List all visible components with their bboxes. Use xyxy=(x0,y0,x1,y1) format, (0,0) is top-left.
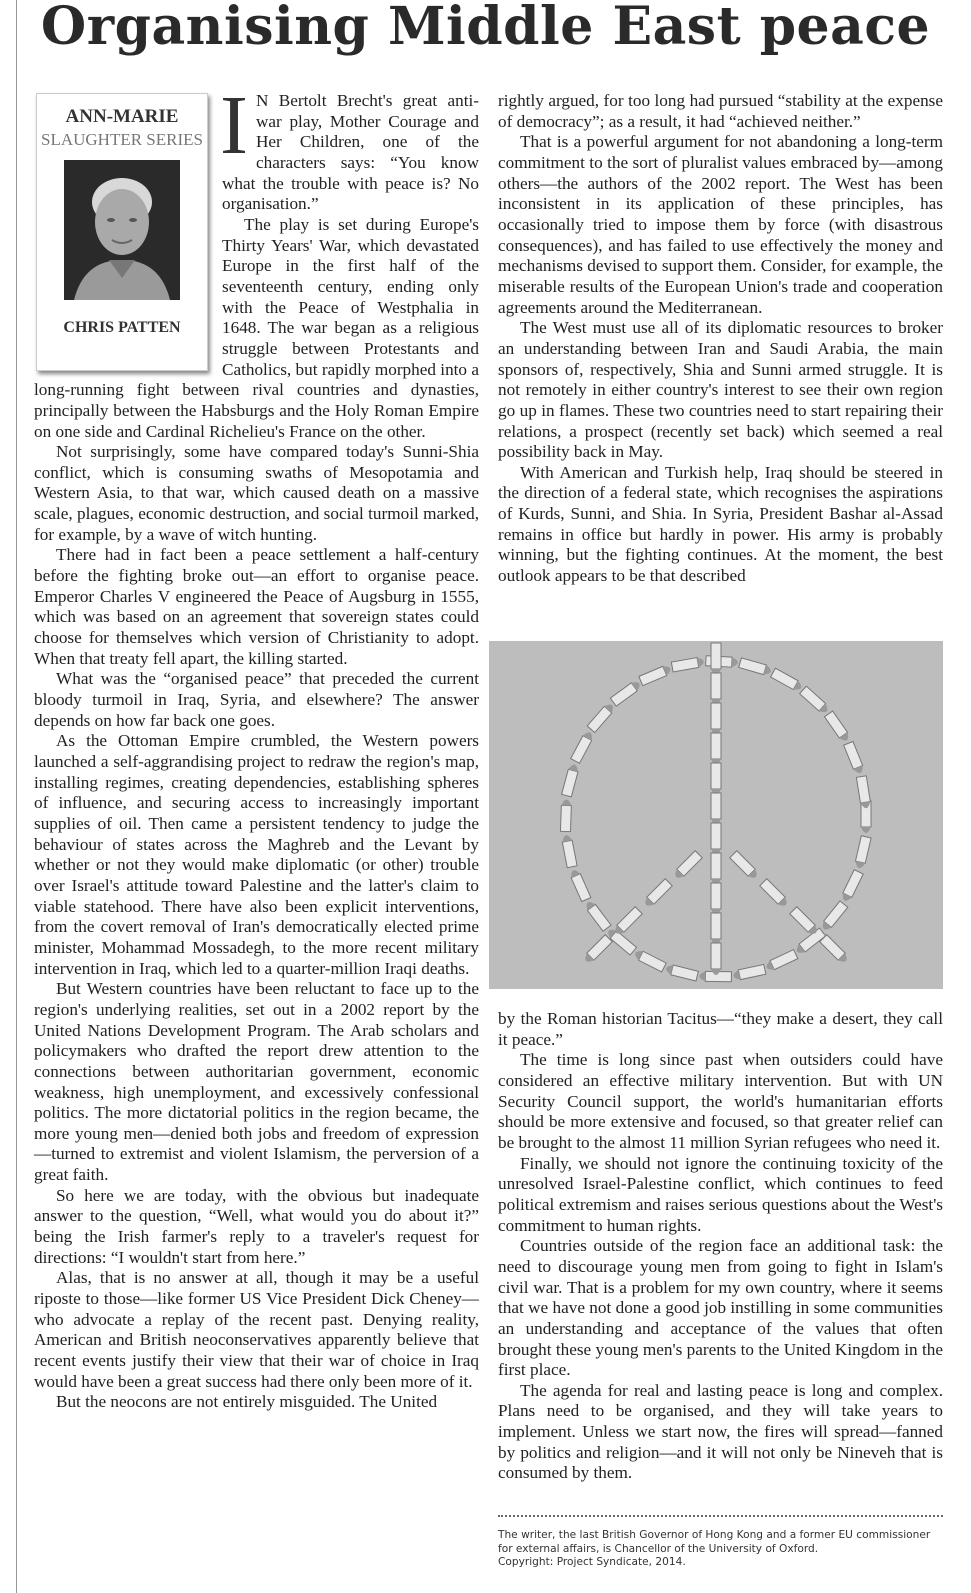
paragraph: With American and Turkish help, Iraq should be steered in the direction of a federal state, which recognises the aspirations of Kurds, Sunni, and Shia. In Syria, President Bashar al-Assad remains in office but hardly in power. His army is probably winning, but the fighting continues. At the moment, the best outlook appears to be that described xyxy=(498,462,943,586)
bullet-shape xyxy=(760,879,790,909)
bullet-shape xyxy=(711,673,721,705)
bullet-shape xyxy=(739,658,773,676)
bullet-shape xyxy=(711,763,721,795)
paragraph: Finally, we should not ignore the continuing toxicity of the unresolved Israel-Palestine conflict, which continues to feed political extremism and raises serious questions about the West's commitment to human rights. xyxy=(498,1153,943,1235)
author-photo xyxy=(64,160,180,300)
series-name: ANN-MARIE xyxy=(65,106,179,127)
paragraph: As the Ottoman Empire crumbled, the Western powers launched a self-aggrandising project to redraw the region's map, installing regimes, creating dependencies, establishing spheres of influence, and securing access to increasingly important supplies of oil. Then came a persistent tendency to judge the behaviour of states across the Maghreb and the Levant by whether or not they would make diplomatic (or other) trouble over Israel's attitude toward Palestine and the latter's claim to viable statehood. There have also been explicit interventions, from the covert removal of Iran's democratically elected prime minister, Mohammad Mossadegh, to the more recent military intervention in Iraq, which led to a quarter-million Iraqi deaths. xyxy=(34,731,479,978)
bullet-shape xyxy=(732,964,765,980)
paragraph: Alas, that is no answer at all, though it may be a useful riposte to those—like former US Vice President Dick Cheney—who advocate a replay of the recent past. Denying reality, American and British neoconservatives apparently believe that recent events justify their view that their war of choice in Iraq would have been a great success had there only been more of it. xyxy=(34,1268,479,1391)
bullet-shape xyxy=(711,913,721,945)
bullet-shape xyxy=(711,793,721,825)
bullet-shape xyxy=(639,664,672,686)
paragraph: The West must use all of its diplomatic resources to broker an understanding between Iran and Saudi Arabia, the main sponsors of, respectively, Shia and Sunni armed struggle. It is not remotely in either country's interest to see their own region go up in flames. These two countries need to start repairing their relations, a prospect (recently set back) which seemed a real possibility back in May. xyxy=(498,318,943,462)
right-column-bottom xyxy=(498,1009,943,1484)
bullet-shape xyxy=(562,763,580,796)
bullet-shape xyxy=(633,949,666,972)
bullet-shape xyxy=(711,643,721,675)
paragraph: N Bertolt Brecht's great anti-war play, Mother Courage and Her Children, one of the characters says: “You know what the trouble with peace is? No organisation.” xyxy=(222,91,479,214)
paragraph: But the neocons are not entirely misguided. The United xyxy=(56,1392,438,1412)
bullet-shape xyxy=(671,657,704,672)
divider xyxy=(498,1515,943,1517)
bullet-shape xyxy=(711,733,721,765)
paragraph: by the Roman historian Tacitus—“they make a desert, they call it peace.” xyxy=(498,1009,943,1049)
bullet-shape xyxy=(840,870,863,903)
paragraph: Not surprisingly, some have compared today's Sunni-Shia conflict, which is consuming swaths of Mesopotamia and Western Asia, to that war, which caused death on a massive scale, plagues, economic destruction, and social turmoil marked, for example, by a wave of witch hunting. xyxy=(34,442,479,544)
drop-cap: I xyxy=(220,79,248,172)
bullet-shape xyxy=(820,935,850,965)
bullet-shape xyxy=(820,901,848,932)
bullet-shape xyxy=(711,823,721,855)
bullet-shape xyxy=(569,868,591,901)
bullet-shape xyxy=(771,668,804,692)
paragraph: Countries outside of the region face an additional task: the need to discourage young men from going to fight in Islam's civil war. That is a problem for my own country, where it seems that we have not done a good job instilling in some communities an understanding and acceptance of the values that often brought these young men's parents to the United Kingdom in the first place. xyxy=(498,1236,943,1380)
bullet-shape xyxy=(561,834,577,867)
bullet-shape xyxy=(613,907,643,937)
bullet-shape xyxy=(706,656,738,668)
bullet-shape xyxy=(824,711,851,743)
footer-note: The writer, the last British Governor of Hong Kong and a former EU commissioner for external affairs, is Chancellor of the University of Oxford. xyxy=(498,1529,931,1555)
bullet-shape xyxy=(665,964,698,981)
bullet-shape xyxy=(730,851,760,881)
paragraph: So here we are today, with the obvious but inadequate answer to the question, “Well, what would you do about it?” being the Irish farmer's reply to a traveler's request for directions: “I wouldn't start from here.” xyxy=(34,1185,479,1267)
paragraph: That is a powerful argument for not abandoning a long-term commitment to the sort of pluralist values embraced by—among others—the authors of the 2002 report. The West has been inconsistent in its application of these principles, has occasionally tried to impose them by force (with disastrous consequences), and has failed to use effectively the money and mechanisms devised to support them. Consider, for example, the miserable results of the European Union's trade and cooperation agreements around the Mediterranean. xyxy=(498,132,943,317)
copyright: Copyright: Project Syndicate, 2014. xyxy=(498,1556,686,1568)
headline: Organising Middle East peace xyxy=(40,0,931,57)
bullet-shape xyxy=(844,741,865,774)
paragraph: What was the “organised peace” that preceded the current bloody turmoil in Iraq, Syria, and elsewhere? The answer depends on how far back one goes. xyxy=(34,669,479,730)
author-note xyxy=(498,1529,943,1570)
paragraph: The play is set during Europe's Thirty Years' War, which devastated Europe in the first half of the seventeenth century, ending only with the Peace of Westphalia in 1648. The war began as a religious struggle between Protestants and Catholics, but rapidly morphed into a long-running fight between rival countries and dynasties, principally between the Habsburgs and the Holy Roman Empire on one side and Cardinal Richelieu's France on the other. xyxy=(34,214,479,441)
bullet-shape xyxy=(711,883,721,915)
column-rule xyxy=(16,0,17,1593)
bullet-shape xyxy=(765,950,798,973)
bullet-shape xyxy=(711,853,721,885)
author-name: CHRIS PATTEN xyxy=(63,319,181,336)
peace-sign-bullets-photo xyxy=(489,641,943,989)
bullet-shape xyxy=(610,679,642,706)
bullet-shape xyxy=(583,935,613,965)
paragraph: But Western countries have been reluctant to face up to the region's underlying realities, set out in a 2002 report by the United Nations Development Program. The Arab scholars and policymakers who drafted the report drew attention to the connections between authoritarian government, economic weakness, high unemployment, and excessively confessional politics. The more dictatorial politics in the region became, the more young men—denied both jobs and freedom of expression—turned to extremist and violent Islamism, the perversion of a great faith. xyxy=(34,979,479,1185)
bullet-shape xyxy=(800,686,830,715)
paragraph: rightly argued, for too long had pursued “stability at the expense of democracy”; as a result, it had “achieved neither.” xyxy=(498,91,943,131)
paragraph: The time is long since past when outsiders could have considered an effective military intervention. But with UN Security Council support, the world's humanitarian efforts should be more extensive and focused, so that greater relief can be brought to the almost 11 million Syrian refugees who need it. xyxy=(498,1050,943,1152)
bullet-shape xyxy=(587,702,616,733)
bullet-shape xyxy=(673,851,703,881)
bullet-shape xyxy=(584,900,611,932)
bullet-shape xyxy=(856,776,871,809)
bullet-shape xyxy=(560,799,571,831)
right-column-top xyxy=(498,91,943,587)
left-column xyxy=(34,79,479,1413)
paragraph: There had in fact been a peace settlement a half-century before the fighting broke out—an effort to organise peace. Emperor Charles V engineered the Peace of Augsburg in 1555, which was based on an agreement that sovereign states could choose for themselves which version of Christianity to adopt. When that treaty fell apart, the killing started. xyxy=(34,545,479,668)
series-label: SLAUGHTER SERIES xyxy=(41,130,203,149)
bullet-shape xyxy=(854,836,871,869)
bullet-shape xyxy=(711,943,721,975)
bullet-shape xyxy=(643,879,673,909)
paragraph: The agenda for real and lasting peace is long and complex. Plans need to be organised, and they will take years to implement. Unless we start now, the fires will spread—fanned by politics and religion—and it will not only be Nineveh that is consumed by them. xyxy=(498,1380,943,1483)
bullet-shape xyxy=(571,730,595,763)
author-box xyxy=(36,93,208,371)
bullet-shape xyxy=(790,907,820,937)
bullet-shape xyxy=(711,703,721,735)
